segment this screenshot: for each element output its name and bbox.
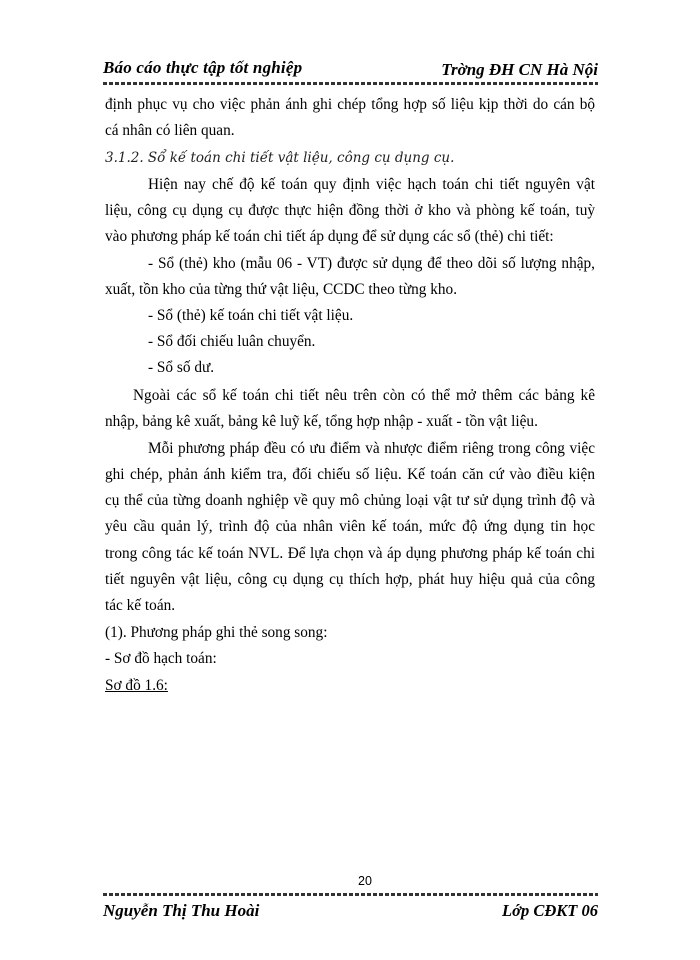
paragraph-line: xuất, tồn kho của từng thứ vật liệu, CCDC theo từng kho. <box>105 281 458 298</box>
paragraph-line: liệu, công cụ dụng cụ được thực hiện đồng thời ở kho và phòng kế toán, tuỳ <box>105 202 595 219</box>
paragraph-line: vào phương pháp kế toán chi tiết áp dụng để sử dụng các sổ (thẻ) chi tiết: <box>105 228 554 245</box>
paragraph-line: trong công tác kế toán NVL. Để lựa chọn và áp dụng phương pháp kế toán chi <box>105 545 595 562</box>
section-heading: 3.1.2. Sổ kế toán chi tiết vật liệu, công cụ dụng cụ. <box>105 150 455 166</box>
paragraph-line: Mỗi phương pháp đều có ưu điểm và nhược điểm riêng trong công việc <box>148 440 595 457</box>
paragraph-line: yêu cầu quản lý, trình độ của nhân viên kế toán, mức độ ứng dụng tin học <box>105 518 595 535</box>
list-item: - Sổ đối chiếu luân chuyển. <box>148 333 316 350</box>
list-item: - Sổ số dư. <box>148 359 215 376</box>
header-school-name: Trờng ĐH CN Hà Nội <box>441 60 598 79</box>
paragraph-line: Hiện nay chế độ kế toán quy định việc hạch toán chi tiết nguyên vật <box>148 176 595 193</box>
footer-class-name: Lớp CĐKT 06 <box>502 901 598 920</box>
header-dotted-rule <box>103 82 598 85</box>
header-report-title: Báo cáo thực tập tốt nghiệp <box>103 58 303 77</box>
paragraph-line: cá nhân có liên quan. <box>105 122 235 139</box>
paragraph-line: tiết nguyên vật liệu, công cụ dụng cụ thích hợp, phát huy hiệu quả của công <box>105 571 595 588</box>
paragraph-line: cụ thể của từng doanh nghiệp về quy mô chủng loại vật tư sử dụng trình độ và <box>105 492 595 509</box>
list-item: - Sổ (thẻ) kho (mẫu 06 - VT) được sử dụng để theo dõi số lượng nhập, <box>148 255 595 272</box>
page-header <box>103 56 598 86</box>
paragraph-line: định phục vụ cho việc phản ánh ghi chép tổng hợp số liệu kịp thời do cán bộ <box>105 96 595 113</box>
diagram-caption: Sơ đồ 1.6: <box>105 677 168 694</box>
paragraph-line: tác kế toán. <box>105 597 176 614</box>
paragraph-line: ghi chép, phản ánh kiểm tra, đối chiếu số liệu. Kế toán căn cứ vào điều kiện <box>105 466 595 483</box>
list-item: - Sơ đồ hạch toán: <box>105 650 217 667</box>
paragraph-line: Ngoài các sổ kế toán chi tiết nêu trên còn có thể mở thêm các bảng kê <box>133 387 595 404</box>
paragraph-line: nhập, bảng kê xuất, bảng kê luỹ kế, tổng hợp nhập - xuất - tồn vật liệu. <box>105 413 538 430</box>
page-number: 20 <box>358 874 372 888</box>
footer-dotted-rule <box>103 893 598 896</box>
footer-author-name: Nguyễn Thị Thu Hoài <box>103 901 260 920</box>
subsection-label: (1). Phương pháp ghi thẻ song song: <box>105 624 328 641</box>
list-item: - Sổ (thẻ) kế toán chi tiết vật liệu. <box>148 307 354 324</box>
page-footer <box>103 893 598 929</box>
